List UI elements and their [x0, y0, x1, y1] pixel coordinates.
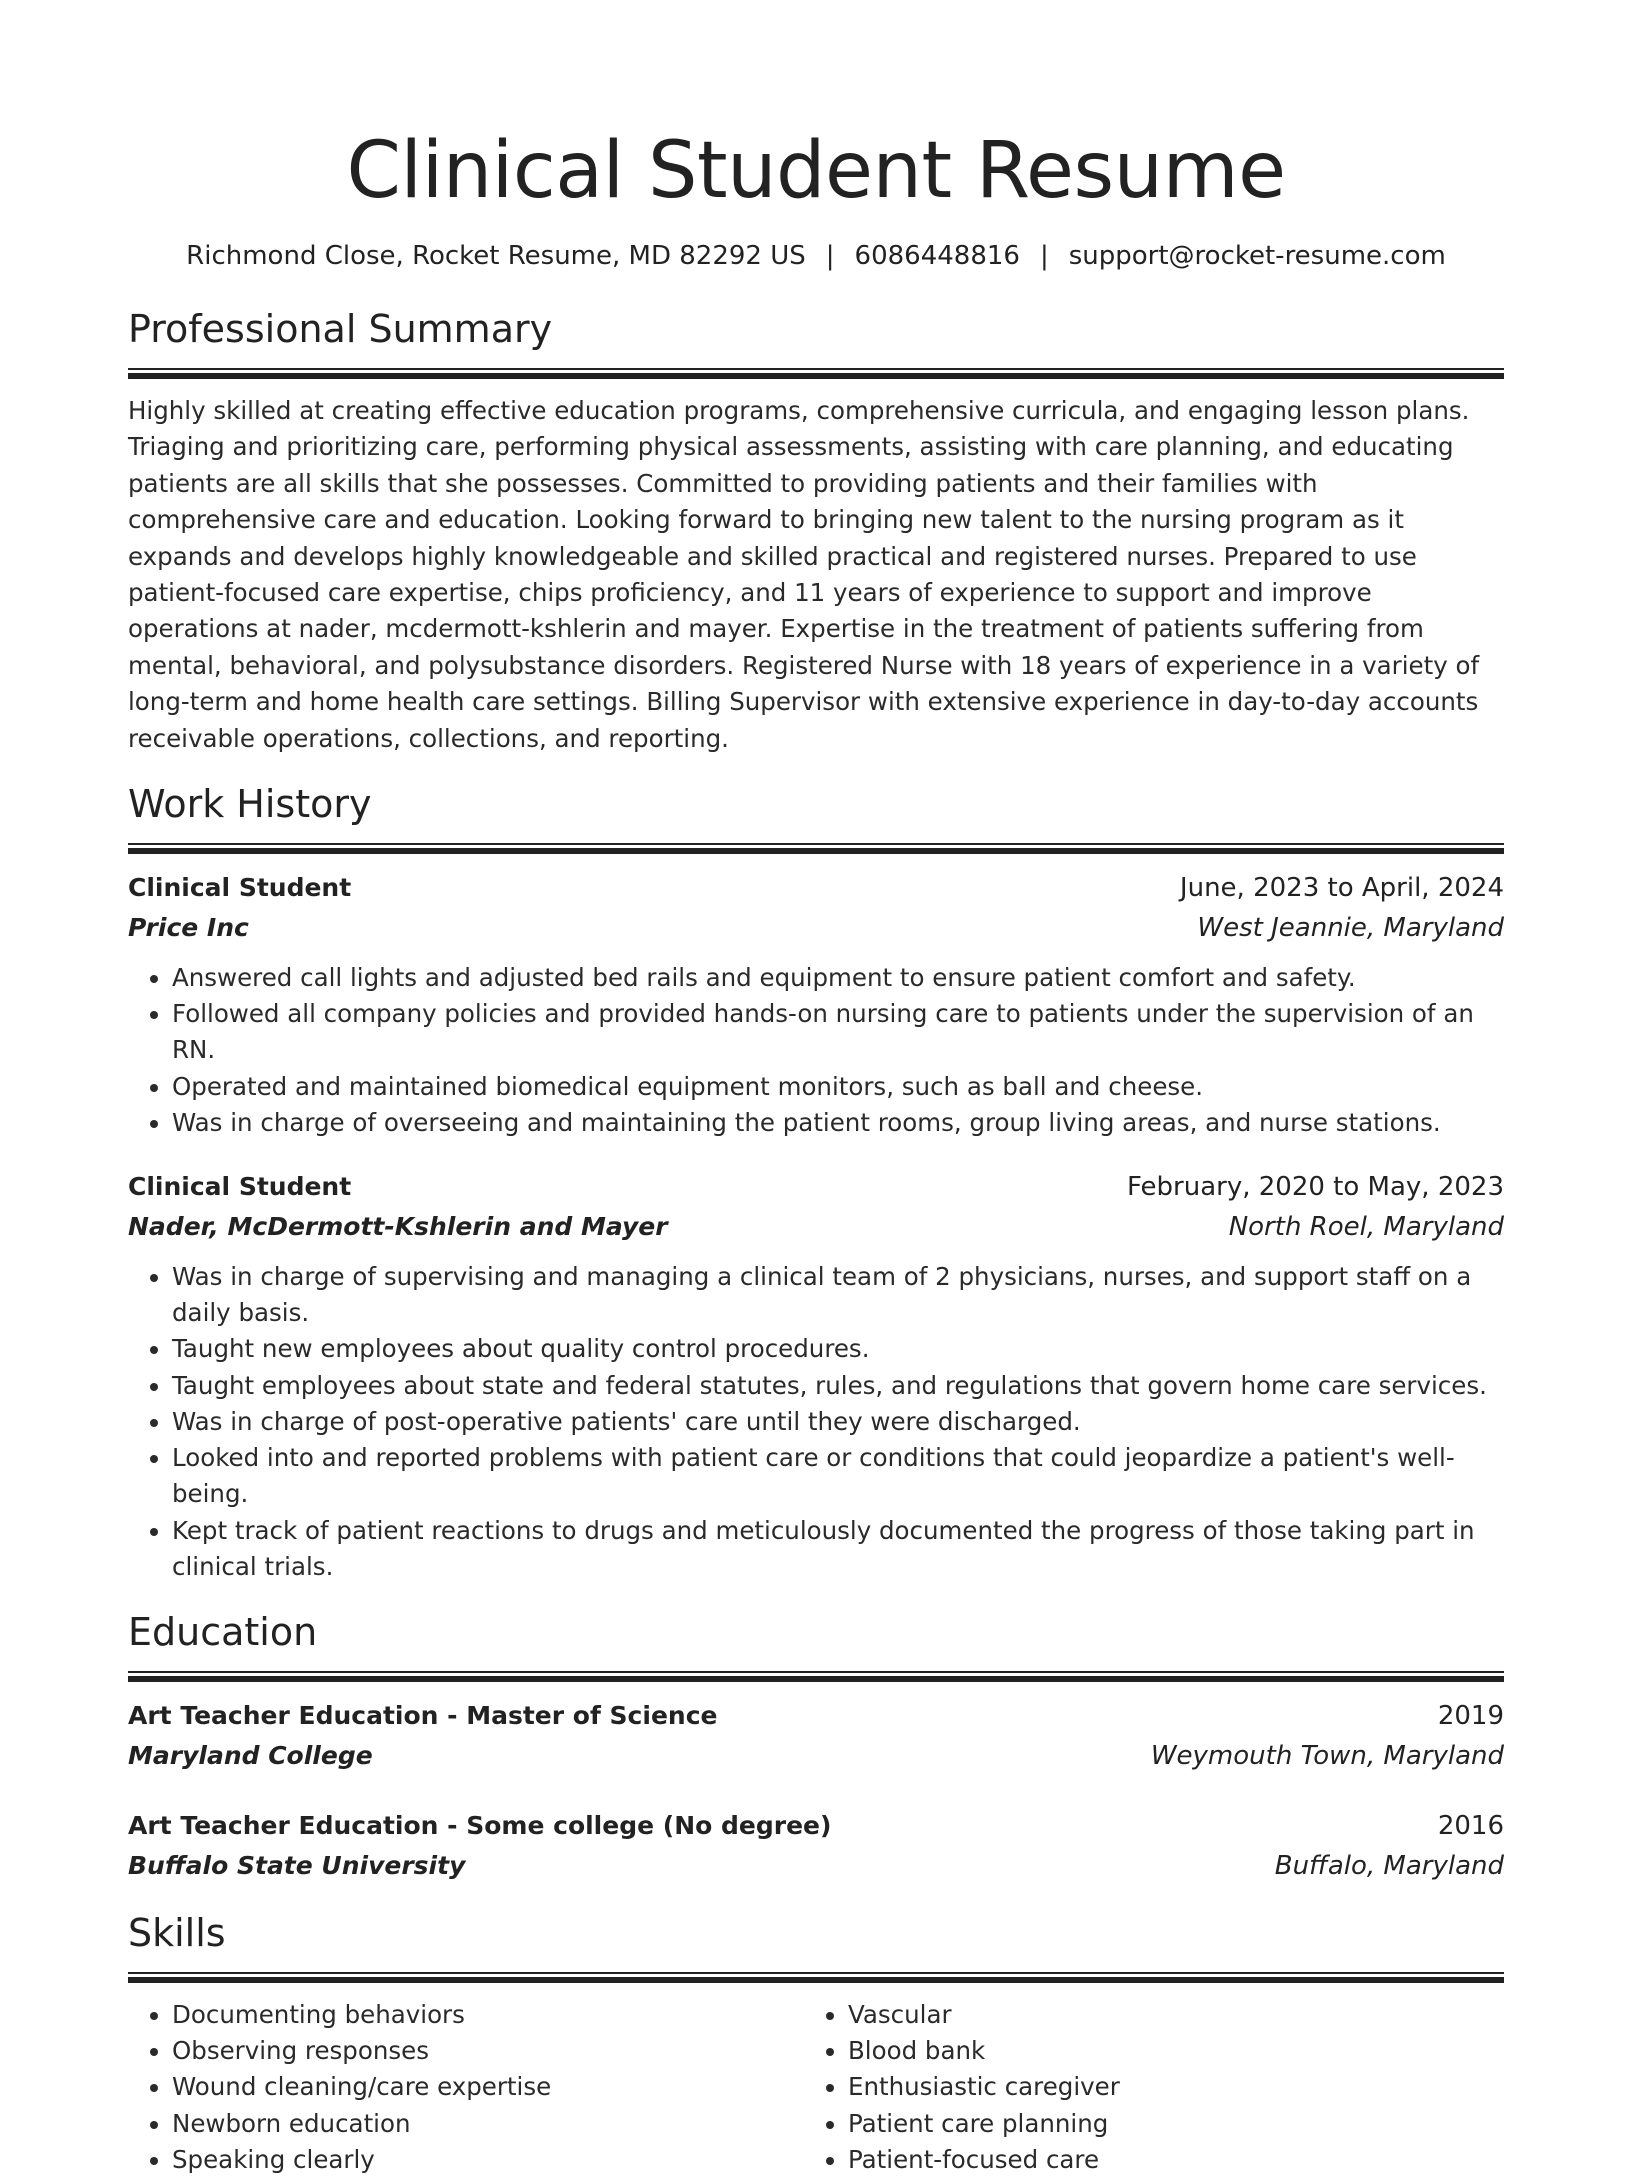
list-item: • Was in charge of overseeing and maintaining the patient rooms, group living areas, and nurse stations. [172, 1105, 1504, 1141]
list-item: • Enthusiastic caregiver [848, 2069, 1480, 2105]
list-item: • Documenting behaviors [172, 1997, 804, 2033]
summary-heading: Professional Summary [128, 307, 553, 351]
contact-separator: | [825, 241, 835, 271]
job-company-row [128, 1207, 1504, 1247]
list-item: • Taught new employees about quality control procedures. [172, 1331, 1504, 1367]
education-entry [128, 1806, 1504, 1886]
education-degree: Art Teacher Education - Master of Science [128, 1700, 718, 1730]
work-history-heading: Work History [128, 782, 372, 827]
education-location: Buffalo, Maryland [1274, 1850, 1504, 1881]
resume-title: Clinical Student Resume [346, 126, 1286, 216]
list-item: • Was in charge of supervising and managing a clinical team of 2 physicians, nurses, and support staff on a daily basis. [172, 1259, 1504, 1331]
education-header-row [128, 1696, 1504, 1736]
skills-list-right [804, 1997, 1480, 2178]
list-item: • Patient care planning [848, 2106, 1480, 2142]
job-company: Price Inc [128, 913, 249, 943]
skills-columns [128, 1997, 1504, 2178]
job-title: Clinical Student [128, 1172, 352, 1202]
job-company: Nader, McDermott-Kshlerin and Mayer [128, 1212, 668, 1242]
list-item: • Answered call lights and adjusted bed rails and equipment to ensure patient comfort and safety. [172, 960, 1504, 996]
education-degree: Art Teacher Education - Some college (No degree) [128, 1810, 832, 1840]
list-item: • Vascular [848, 1997, 1480, 2033]
education-header-row [128, 1806, 1504, 1846]
section-divider [128, 1972, 1504, 1983]
job-location: West Jeannie, Maryland [1197, 913, 1504, 944]
education-heading: Education [128, 1609, 318, 1654]
list-item: • Taught employees about state and federal statutes, rules, and regulations that govern home care services. [172, 1368, 1504, 1404]
contact-line [128, 238, 1504, 274]
job-duties-list [128, 960, 1504, 1141]
work-history-section [128, 779, 1504, 1585]
summary-section [128, 304, 1504, 757]
job-dates: June, 2023 to April, 2024 [1179, 873, 1504, 904]
list-item: • Observing responses [172, 2033, 804, 2069]
education-school-row [128, 1846, 1504, 1886]
summary-text: Highly skilled at creating effective education programs, comprehensive curricula, and engaging lesson plans. Triaging and prioritizing care, performing physical assessments, assisting with care planning, and educating patients are all skills that she possesses. Committed to providing patients and their families with comprehensive care and education. Looking forward to bringing new talent to the nursing program as it expands and develops highly knowledgeable and skilled practical and registered nurses. Prepared to use patient-focused care expertise, chips proficiency, and 11 years of experience to support and improve operations at nader, mcdermott-kshlerin and mayer. Expertise in the treatment of patients suffering from mental, behavioral, and polysubstance disorders. Registered Nurse with 18 years of experience in a variety of long-term and home health care settings. Billing Supervisor with extensive experience in day-to-day accounts receivable operations, collections, and reporting. [128, 396, 1480, 753]
list-item: • Speaking clearly [172, 2142, 804, 2178]
job-company-row [128, 908, 1504, 948]
job-header-row [128, 868, 1504, 908]
job-location: North Roel, Maryland [1228, 1212, 1504, 1243]
contact-address: Richmond Close, Rocket Resume, MD 82292 US [186, 241, 806, 271]
skills-heading: Skills [128, 1910, 226, 1955]
list-item: • Looked into and reported problems with patient care or conditions that could jeopardize a patient's well-being. [172, 1440, 1504, 1512]
section-divider [128, 368, 1504, 379]
list-item: • Operated and maintained biomedical equipment monitors, such as ball and cheese. [172, 1069, 1504, 1105]
job-entry [128, 868, 1504, 1141]
section-divider [128, 1671, 1504, 1682]
education-school: Maryland College [128, 1740, 373, 1770]
job-entry [128, 1167, 1504, 1585]
education-school: Buffalo State University [128, 1850, 466, 1880]
list-item: • Kept track of patient reactions to drugs and meticulously documented the progress of those taking part in clinical trials. [172, 1513, 1504, 1585]
contact-email: support@rocket-resume.com [1068, 241, 1446, 271]
contact-separator: | [1039, 241, 1049, 271]
list-item: • Was in charge of post-operative patients' care until they were discharged. [172, 1404, 1504, 1440]
education-section [128, 1607, 1504, 1886]
skills-list-left [128, 1997, 804, 2178]
list-item: • Blood bank [848, 2033, 1480, 2069]
job-duties-list [128, 1259, 1504, 1585]
list-item: • Newborn education [172, 2106, 804, 2142]
job-title: Clinical Student [128, 873, 352, 903]
education-year: 2016 [1437, 1810, 1504, 1841]
skills-section [128, 1908, 1504, 2178]
section-divider [128, 843, 1504, 854]
list-item: • Patient-focused care [848, 2142, 1480, 2178]
list-item: • Followed all company policies and provided hands-on nursing care to patients under the supervision of an RN. [172, 996, 1504, 1068]
education-school-row [128, 1736, 1504, 1776]
job-header-row [128, 1167, 1504, 1207]
education-entry [128, 1696, 1504, 1776]
education-location: Weymouth Town, Maryland [1150, 1740, 1504, 1771]
job-dates: February, 2020 to May, 2023 [1127, 1172, 1504, 1203]
education-year: 2019 [1437, 1700, 1504, 1731]
contact-phone: 6086448816 [854, 241, 1020, 271]
list-item: • Wound cleaning/care expertise [172, 2069, 804, 2105]
